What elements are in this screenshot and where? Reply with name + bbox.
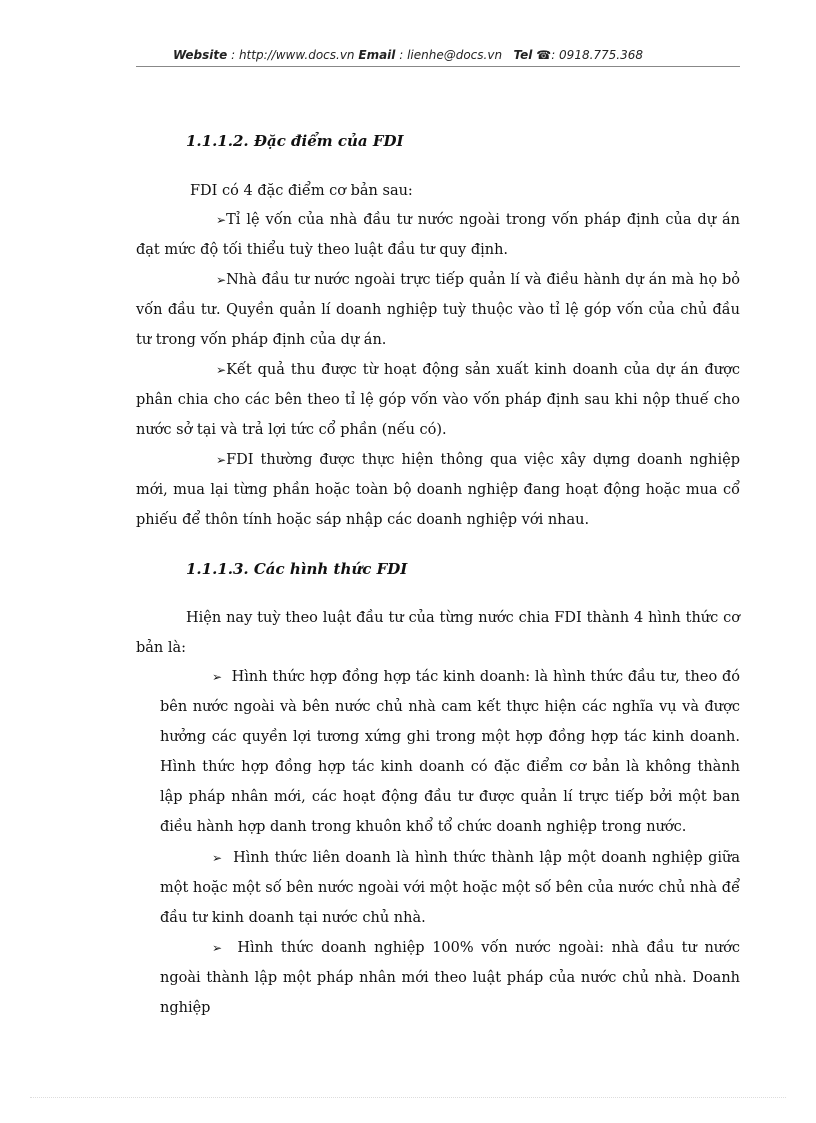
arrow-bullet-icon: ➢	[216, 213, 227, 227]
section-title-hinh-thuc: 1.1.1.3. Các hình thức FDI	[186, 560, 408, 578]
section2-item-3	[160, 933, 740, 1023]
item-text: Kết quả thu được từ hoạt động sản xuất kinh doanh của dự án được phân chia cho các bên theo tỉ lệ góp vốn vào vốn pháp định sau khi nộp thuế cho nước sở tại và trả lợi tức cổ phần (nếu có).	[136, 362, 740, 438]
section1-item-1	[136, 205, 740, 265]
email-sep: :	[395, 48, 408, 62]
arrow-bullet-icon: ➢	[216, 363, 227, 377]
item-text: Hình thức hợp đồng hợp tác kinh doanh: là hình thức đầu tư, theo đó bên nước ngoài và bên nước chủ nhà cam kết thực hiện các nghĩa vụ và được hưởng các quyền lợi tương xứng ghi trong một hợp đồng hợp tác kinh doanh. Hình thức hợp đồng hợp tác kinh doanh có đặc điểm cơ bản là không thành lập pháp nhân mới, các hoạt động đầu tư được quản lí trực tiếp bởi một ban điều hành hợp danh trong khuôn khổ tổ chức doanh nghiệp trong nước.	[160, 669, 740, 835]
tel-value: : 0918.775.368	[551, 48, 644, 62]
arrow-bullet-icon: ➢	[212, 670, 223, 684]
section2-item-1	[160, 662, 740, 842]
header-divider	[136, 66, 740, 67]
email-label: Email	[358, 48, 396, 62]
tel-label: Tel	[513, 48, 533, 62]
item-text: Tỉ lệ vốn của nhà đầu tư nước ngoài trong vốn pháp định của dự án đạt mức độ tối thiểu tuỳ theo luật đầu tư quy định.	[136, 212, 740, 258]
email-value[interactable]: lienhe@docs.vn	[407, 48, 503, 62]
section1-intro: FDI có 4 đặc điểm cơ bản sau:	[190, 183, 413, 199]
footer-divider	[30, 1097, 786, 1098]
page-header	[0, 48, 816, 62]
section2-intro: Hiện nay tuỳ theo luật đầu tư của từng nước chia FDI thành 4 hình thức cơ bản là:	[136, 610, 740, 656]
item-text: FDI thường được thực hiện thông qua việc xây dựng doanh nghiệp mới, mua lại từng phần hoặc toàn bộ doanh nghiệp đang hoạt động hoặc mua cổ phiếu để thôn tính hoặc sáp nhập các doanh nghiệp với nhau.	[136, 452, 740, 528]
website-label: Website	[172, 48, 228, 62]
section1-item-3	[136, 355, 740, 445]
phone-icon: ☎	[536, 48, 552, 62]
arrow-bullet-icon: ➢	[216, 273, 227, 287]
section2-item-2	[160, 843, 740, 933]
arrow-bullet-icon: ➢	[216, 453, 227, 467]
item-text: Hình thức liên doanh là hình thức thành lập một doanh nghiệp giữa một hoặc một số bên nước ngoài với một hoặc một số bên của nước chủ nhà để đầu tư kinh doanh tại nước chủ nhà.	[160, 850, 740, 926]
website-sep: :	[227, 48, 239, 62]
section-title-dac-diem: 1.1.1.2. Đặc điểm của FDI	[186, 132, 404, 150]
item-text: Nhà đầu tư nước ngoài trực tiếp quản lí và điều hành dự án mà họ bỏ vốn đầu tư. Quyền quản lí doanh nghiệp tuỳ thuộc vào tỉ lệ góp vốn của chủ đầu tư trong vốn pháp định của dự án.	[136, 272, 740, 348]
website-url[interactable]: http://www.docs.vn	[238, 48, 355, 62]
section1-item-2	[136, 265, 740, 355]
item-text: Hình thức doanh nghiệp 100% vốn nước ngoài: nhà đầu tư nước ngoài thành lập một pháp nhân mới theo luật pháp của nước chủ nhà. Doanh nghiệp	[160, 940, 740, 1016]
arrow-bullet-icon: ➢	[212, 941, 223, 955]
arrow-bullet-icon: ➢	[212, 851, 223, 865]
section1-item-4	[136, 445, 740, 535]
